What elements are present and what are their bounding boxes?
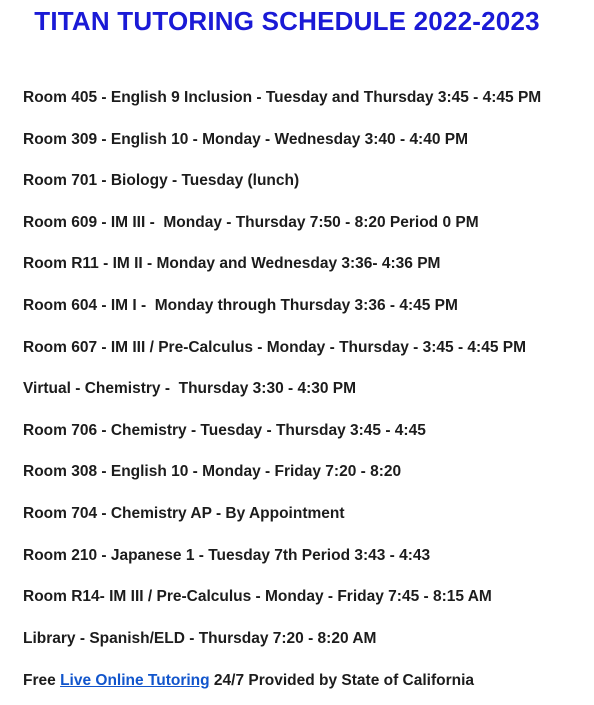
schedule-item: Room 604 - IM I - Monday through Thursday 3:36 - 4:45 PM (23, 296, 458, 314)
footer-prefix: Free (23, 672, 61, 689)
schedule-item: Room 706 - Chemistry - Tuesday - Thursday 3:45 - 4:45 (23, 421, 426, 439)
footer-suffix: 24/7 Provided by State of California (209, 672, 475, 689)
schedule-item: Room R11 - IM II - Monday and Wednesday 3:36- 4:36 PM (23, 255, 441, 273)
live-online-tutoring-link[interactable]: Live Online Tutoring (60, 672, 210, 689)
footer-line (23, 671, 474, 691)
schedule-item: Room R14- IM III / Pre-Calculus - Monday - Friday 7:45 - 8:15 AM (23, 588, 492, 606)
schedule-item: Virtual - Chemistry - Thursday 3:30 - 4:30 PM (23, 380, 357, 398)
schedule-item: Room 405 - English 9 Inclusion - Tuesday and Thursday 3:45 - 4:45 PM (23, 89, 542, 106)
schedule-item: Room 210 - Japanese 1 - Tuesday 7th Period 3:43 - 4:43 (23, 546, 431, 564)
schedule-item: Room 607 - IM III / Pre-Calculus - Monday - Thursday - 3:45 - 4:45 PM (23, 338, 526, 356)
schedule-item: Room 701 - Biology - Tuesday (lunch) (23, 172, 300, 190)
schedule-item: Room 309 - English 10 - Monday - Wednesday 3:40 - 4:40 PM (23, 130, 469, 148)
schedule-item: Room 308 - English 10 - Monday - Friday 7:20 - 8:20 (23, 463, 402, 481)
schedule-item: Room 704 - Chemistry AP - By Appointment (23, 504, 345, 522)
schedule-item: Library - Spanish/ELD - Thursday 7:20 - 8:20 AM (23, 629, 377, 647)
page-title: TITAN TUTORING SCHEDULE 2022-2023 (34, 6, 540, 36)
schedule-list (23, 88, 541, 670)
schedule-item: Room 609 - IM III - Monday - Thursday 7:50 - 8:20 Period 0 PM (23, 213, 479, 231)
